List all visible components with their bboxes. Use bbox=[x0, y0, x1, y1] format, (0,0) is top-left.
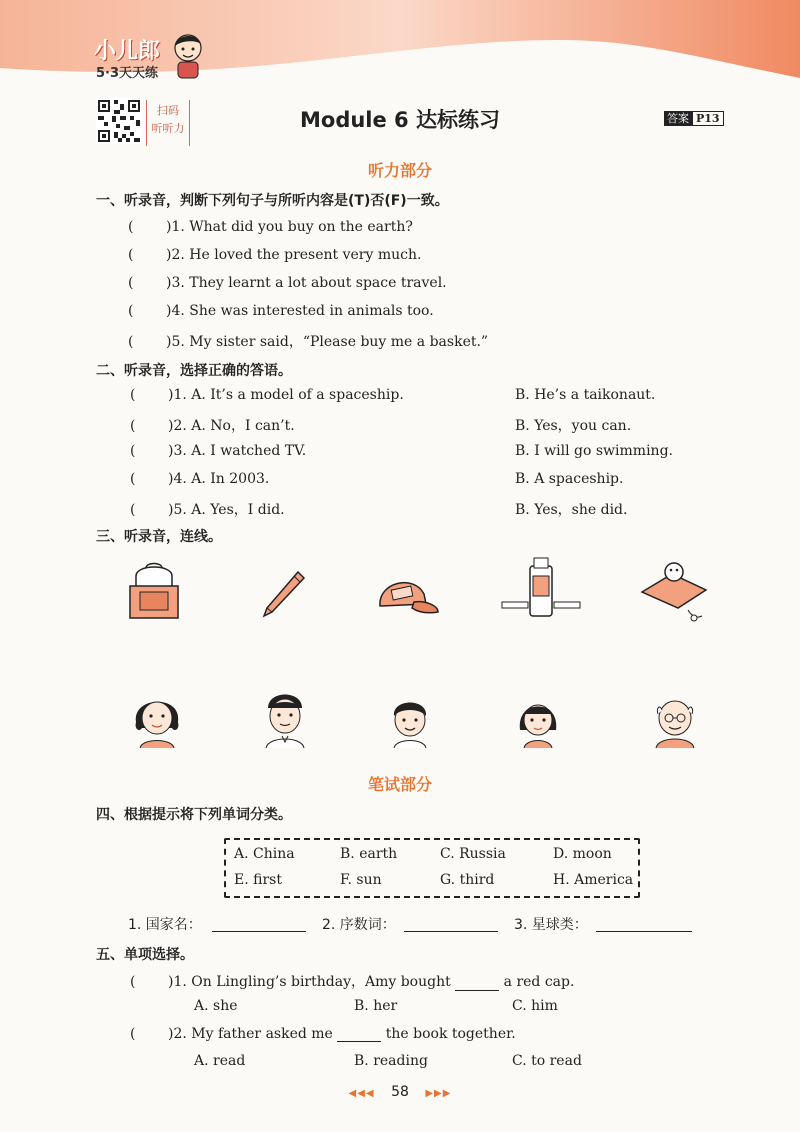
option-a: )2. A. No，I can’t. bbox=[168, 418, 295, 434]
writing-section-title: 笔试部分 bbox=[367, 775, 432, 794]
answer-paren[interactable]: ( bbox=[128, 219, 134, 235]
answer-blank[interactable] bbox=[455, 976, 499, 991]
stem-b: the book together. bbox=[385, 1026, 516, 1042]
woman-icon[interactable] bbox=[130, 688, 184, 750]
answer-paren[interactable]: ( bbox=[130, 443, 136, 459]
kite-icon[interactable] bbox=[638, 556, 712, 626]
answer-label: 答案 bbox=[664, 111, 692, 126]
answer-paren[interactable]: ( bbox=[130, 387, 136, 403]
category-blank[interactable] bbox=[596, 914, 692, 932]
answer-paren[interactable]: ( bbox=[128, 247, 134, 263]
answer-paren[interactable]: ( bbox=[128, 303, 134, 319]
part1-item-3 bbox=[128, 275, 447, 291]
scan-line-2: 听听力 bbox=[151, 122, 185, 135]
item-text: )2. He loved the present very much. bbox=[166, 247, 422, 263]
satellite-icon[interactable] bbox=[500, 552, 582, 626]
mascot-icon bbox=[168, 28, 208, 80]
item-text: )1. What did you buy on the earth? bbox=[166, 219, 413, 235]
brand-logo: 小儿郎 bbox=[94, 39, 161, 64]
word-item: C. Russia bbox=[440, 846, 506, 862]
part3-heading: 三、听录音，连线。 bbox=[96, 529, 222, 545]
part4-heading: 四、根据提示将下列单词分类。 bbox=[96, 807, 292, 823]
answer-paren[interactable]: ( bbox=[130, 1026, 136, 1042]
option: A. read bbox=[194, 1053, 246, 1069]
word-item: G. third bbox=[440, 872, 495, 888]
answer-page-badge[interactable] bbox=[664, 110, 724, 126]
part2-item-3-b: B. I will go swimming. bbox=[515, 443, 673, 459]
stem-a: )1. On Lingling’s birthday，Amy bought bbox=[168, 974, 451, 990]
option: C. to read bbox=[512, 1053, 582, 1069]
category-label: 1. 国家名： bbox=[128, 917, 202, 933]
pen-icon[interactable] bbox=[258, 568, 308, 622]
word-item: D. moon bbox=[553, 846, 612, 862]
item-text: )4. She was interested in animals too. bbox=[166, 303, 434, 319]
answer-blank[interactable] bbox=[337, 1027, 381, 1042]
part2-item-1-b: B. He’s a taikonaut. bbox=[515, 387, 656, 403]
category-blank[interactable] bbox=[404, 914, 498, 932]
part5-question-2 bbox=[130, 1026, 516, 1042]
part1-item-1 bbox=[128, 219, 413, 235]
word-item: F. sun bbox=[340, 872, 382, 888]
category-label: 2. 序数词： bbox=[322, 917, 396, 933]
part1-item-4 bbox=[128, 303, 434, 319]
part1-item-2 bbox=[128, 247, 421, 263]
part2-item-1 bbox=[130, 387, 404, 403]
part5-question-1 bbox=[130, 971, 574, 991]
option-a: )5. A. Yes，I did. bbox=[168, 502, 285, 518]
stem-a: )2. My father asked me bbox=[168, 1026, 333, 1042]
option-a: )3. A. I watched TV. bbox=[168, 443, 307, 459]
item-text: )3. They learnt a lot about space travel. bbox=[166, 275, 447, 291]
answer-paren[interactable]: ( bbox=[128, 334, 134, 350]
option: A. she bbox=[194, 998, 238, 1014]
option-a: )1. A. It’s a model of a spaceship. bbox=[168, 387, 404, 403]
girl-icon[interactable] bbox=[512, 690, 564, 750]
word-item: E. first bbox=[234, 872, 282, 888]
part2-item-4 bbox=[130, 471, 269, 487]
page-footer bbox=[0, 1084, 800, 1100]
answer-paren[interactable]: ( bbox=[130, 502, 136, 518]
page-title: Module 6 达标练习 bbox=[300, 108, 500, 132]
part2-item-5-b: B. Yes，she did. bbox=[515, 502, 628, 518]
part2-item-3 bbox=[130, 443, 306, 459]
next-arrows-icon[interactable]: ▶▶▶ bbox=[425, 1088, 452, 1099]
item-text: )5. My sister said，“Please buy me a basket.” bbox=[166, 334, 489, 350]
answer-paren[interactable]: ( bbox=[130, 418, 136, 434]
man-icon[interactable] bbox=[258, 686, 312, 750]
option: B. reading bbox=[354, 1053, 428, 1069]
prev-arrows-icon[interactable]: ◀◀◀ bbox=[348, 1088, 375, 1099]
part2-item-2 bbox=[130, 415, 295, 435]
answer-paren[interactable]: ( bbox=[130, 974, 136, 990]
option-a: )4. A. In 2003. bbox=[168, 471, 270, 487]
cap-icon[interactable] bbox=[374, 570, 442, 620]
scan-line-1: 扫码 bbox=[157, 104, 179, 117]
answer-page: P13 bbox=[692, 111, 724, 126]
part1-heading: 一、听录音，判断下列句子与所听内容是(T)否(F)一致。 bbox=[96, 193, 449, 209]
part1-item-5 bbox=[128, 331, 488, 351]
word-item: A. China bbox=[234, 846, 295, 862]
backpack-icon[interactable] bbox=[124, 558, 184, 622]
part2-heading: 二、听录音，选择正确的答语。 bbox=[96, 363, 292, 379]
option: C. him bbox=[512, 998, 558, 1014]
word-item: H. America bbox=[553, 872, 634, 888]
part2-item-5 bbox=[130, 499, 285, 519]
brand-subtitle: 5·3天天练 bbox=[96, 66, 159, 81]
answer-paren[interactable]: ( bbox=[128, 275, 134, 291]
page-number: 58 bbox=[391, 1084, 409, 1100]
listening-section-title: 听力部分 bbox=[367, 161, 432, 180]
category-label: 3. 星球类： bbox=[514, 917, 588, 933]
boy-icon[interactable] bbox=[384, 692, 436, 750]
option: B. her bbox=[354, 998, 398, 1014]
part5-heading: 五、单项选择。 bbox=[96, 947, 194, 963]
stem-b: a red cap. bbox=[503, 974, 575, 990]
grandpa-icon[interactable] bbox=[646, 690, 704, 750]
category-blank[interactable] bbox=[212, 914, 306, 932]
part2-item-2-b: B. Yes，you can. bbox=[515, 418, 632, 434]
part2-item-4-b: B. A spaceship. bbox=[515, 471, 624, 487]
answer-paren[interactable]: ( bbox=[130, 471, 136, 487]
word-item: B. earth bbox=[340, 846, 398, 862]
